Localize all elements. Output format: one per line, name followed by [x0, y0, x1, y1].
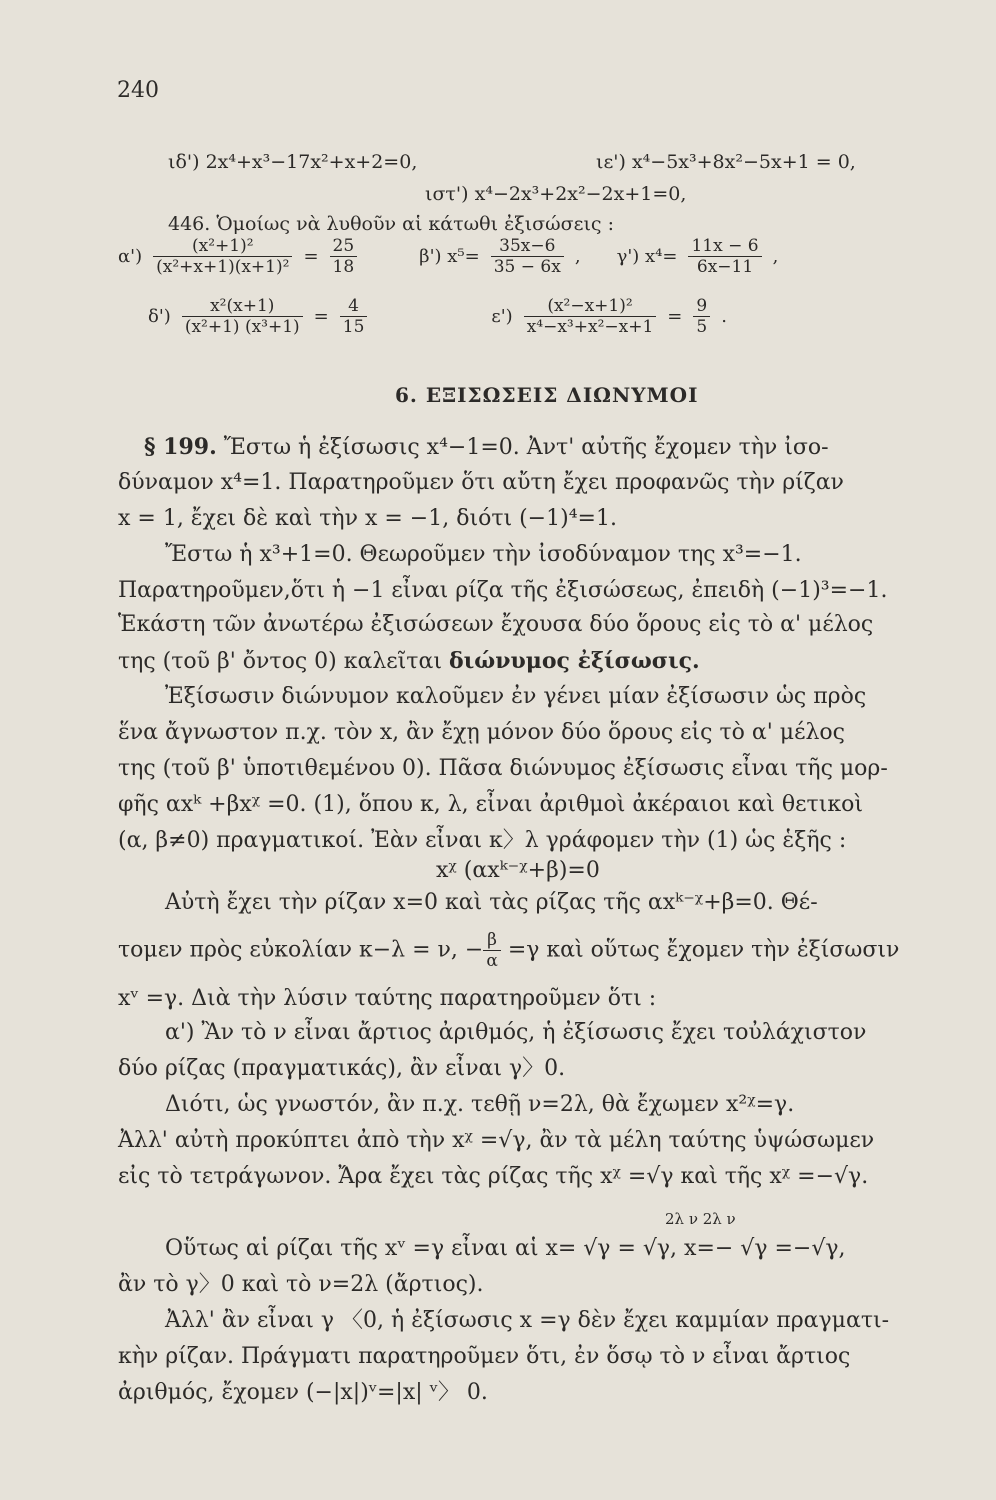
exercise-15: ιε') x⁴−5x³+8x²−5x+1 = 0, [596, 151, 856, 173]
eq-b-numerator: 35x−6 [491, 236, 564, 257]
para-2-line-1: Ἔστω ἡ x³+1=0. Θεωροῦμεν τὴν ἰσοδύναμον της x³=−1. [165, 542, 802, 567]
para-5-line-3: xᵛ =γ. Διὰ τὴν λύσιν ταύτης παρατηροῦμεν ὅτι : [118, 986, 657, 1011]
eq-a-equals: = [303, 245, 319, 267]
eq-d-rhs-den: 15 [342, 317, 365, 337]
eq-a-denominator: (x²+x+1)(x+1)² [156, 257, 290, 277]
eq-e-equals: = [667, 305, 683, 327]
eq-e-rhs [693, 296, 710, 337]
eq-e-period: . [721, 305, 727, 327]
exercise-14: ιδ') 2x⁴+x³−17x²+x+2=0, [168, 151, 418, 173]
term-binomial-equation: διώνυμος ἐξίσωσις. [448, 648, 700, 674]
para-8-line-1: Οὕτως αἱ ρίζαι τῆς xᵛ =γ εἶναι αἱ x= √γ = √γ, x=− √γ =−√γ, [165, 1236, 846, 1261]
beta-numerator: β [483, 930, 500, 951]
section-heading: 6. ΕΞΙΣΩΣΕΙΣ ΔΙΩΝΥΜΟΙ [395, 383, 699, 407]
para-7-line-2: Ἀλλ' αὐτὴ προκύπτει ἀπὸ τὴν xᵡ =√γ, ἂν τὰ μέλη ταύτης ὑψώσωμεν [118, 1128, 875, 1153]
eq-d-fraction [182, 296, 303, 337]
para-7-line-3: εἰς τὸ τετράγωνον. Ἄρα ἔχει τὰς ρίζας τῆς xᵡ =√γ καὶ τῆς xᵡ =−√γ. [118, 1164, 869, 1189]
para-3-text: της (τοῦ β' ὄντος 0) καλεῖται [118, 649, 449, 674]
para-2-line-2: Παρατηροῦμεν,ὅτι ἡ −1 εἶναι ρίζα τῆς ἐξισώσεως, ἐπειδὴ (−1)³=−1. [118, 578, 888, 603]
para-199-line-1 [144, 432, 829, 463]
para-4-line-4: φῆς αxᵏ +βxᵡ =0. (1), ὅπου κ, λ, εἶναι ἀριθμοὶ ἀκέραιοι καὶ θετικοὶ [118, 792, 863, 817]
para-3-line-1: Ἑκάστη τῶν ἀνωτέρω ἐξισώσεων ἔχουσα δύο ὅρους εἰς τὸ α' μέλος [118, 612, 874, 637]
eq-a-numerator: (x²+1)² [153, 236, 292, 257]
exercise-446-intro: 446. Ὁμοίως νὰ λυθοῦν αἱ κάτωθι ἐξισώσεις : [168, 213, 614, 235]
exercise-16: ιστ') x⁴−2x³+2x²−2x+1=0, [425, 183, 687, 205]
para-5-text-a: τομεν πρὸς εὐκολίαν κ−λ = ν, − [118, 937, 484, 963]
para-6-line-1: α') Ἂν τὸ ν εἶναι ἄρτιος ἀριθμός, ἡ ἐξίσωσις ἔχει τοὐλάχιστον [165, 1020, 867, 1045]
page-number: 240 [117, 78, 159, 103]
eq-e-rhs-den: 5 [696, 317, 708, 337]
section-number: § 199. [144, 434, 217, 460]
para-9-line-2: κὴν ρίζαν. Πράγματι παρατηροῦμεν ὅτι, ἐν ὅσῳ τὸ ν εἶναι ἄρτιος [118, 1344, 851, 1369]
para-4-line-2: ἕνα ἄγνωστον π.χ. τὸν x, ἂν ἔχῃ μόνον δύο ὅρους εἰς τὸ α' μέλος [118, 720, 845, 745]
para-4-line-3: της (τοῦ β' ὑποτιθεμένου 0). Πᾶσα διώνυμος ἐξίσωσις εἶναι τῆς μορ- [118, 756, 888, 781]
para-9-line-3: ἀριθμός, ἔχομεν (−|x|)ᵛ=|x| ᵛ〉 0. [118, 1380, 488, 1405]
eq-g-label: γ') x⁴= [616, 245, 678, 267]
eq-e-denominator: x⁴−x³+x²−x+1 [526, 317, 654, 337]
eq-a-fraction [153, 236, 292, 277]
root-indices: 2λ ν 2λ ν [665, 1210, 736, 1228]
equation-row-2 [148, 296, 731, 337]
eq-d-denominator: (x²+1) (x³+1) [184, 317, 300, 337]
eq-g-numerator: 11x − 6 [688, 236, 761, 257]
para-5-line-1: Αὐτὴ ἔχει τὴν ρίζαν x=0 καὶ τὰς ρίζας τῆς αxᵏ⁻ᵡ+β=0. Θέ- [165, 890, 818, 915]
para-6-line-2: δύο ρίζας (πραγματικάς), ἂν εἶναι γ〉0. [118, 1056, 566, 1081]
para-4-line-1: Ἐξίσωσιν διώνυμον καλοῦμεν ἐν γένει μίαν ἐξίσωσιν ὡς πρὸς [165, 684, 867, 709]
para-8-line-2: ἂν τὸ γ〉0 καὶ τὸ ν=2λ (ἄρτιος). [118, 1272, 484, 1297]
eq-d-numerator: x²(x+1) [182, 296, 303, 317]
eq-a-rhs-den: 18 [332, 257, 355, 277]
eq-a-label: α') [118, 245, 143, 267]
eq-e-rhs-num: 9 [693, 296, 710, 317]
para-4-formula: xᵡ (αxᵏ⁻ᵡ+β)=0 [436, 858, 600, 883]
para-199-text-1: Ἔστω ἡ ἐξίσωσις x⁴−1=0. Ἀντ' αὐτῆς ἔχομεν τὴν ἰσο- [216, 435, 829, 460]
para-5-line-2 [118, 930, 899, 971]
para-7-line-1: Διότι, ὡς γνωστόν, ἂν π.χ. τεθῇ ν=2λ, θὰ ἔχωμεν x²ᵡ=γ. [165, 1092, 795, 1117]
eq-e-numerator: (x²−x+1)² [524, 296, 657, 317]
eq-a-rhs-num: 25 [330, 236, 358, 257]
eq-a-rhs [330, 236, 358, 277]
eq-b-denominator: 35 − 6x [493, 257, 561, 277]
para-199-line-2: δύναμον x⁴=1. Παρατηροῦμεν ὅτι αὔτη ἔχει προφανῶς τὴν ρίζαν [118, 470, 844, 495]
eq-b-label: β') x⁵= [419, 245, 480, 267]
eq-d-equals: = [313, 305, 329, 327]
eq-b-comma: , [574, 245, 581, 267]
para-199-line-3: x = 1, ἔχει δὲ καὶ τὴν x = −1, διότι (−1)⁴=1. [118, 506, 617, 531]
para-3-line-2 [118, 646, 700, 677]
eq-g-comma: , [772, 245, 779, 267]
eq-d-rhs-num: 4 [340, 296, 368, 317]
eq-b-fraction [491, 236, 564, 277]
eq-g-fraction [688, 236, 761, 277]
equation-row-1 [118, 236, 782, 277]
para-9-line-1: Ἀλλ' ἂν εἶναι γ 〈0, ἡ ἐξίσωσις x =γ δὲν ἔχει καμμίαν πραγματι- [165, 1308, 890, 1333]
eq-d-label: δ') [148, 305, 171, 327]
eq-e-fraction [524, 296, 657, 337]
beta-over-alpha [483, 930, 500, 971]
para-5-text-b: =γ καὶ οὕτως ἔχομεν τὴν ἐξίσωσιν [500, 937, 900, 963]
eq-e-label: ε') [491, 305, 513, 327]
alpha-denominator: α [486, 951, 498, 971]
eq-d-rhs [340, 296, 368, 337]
eq-g-denominator: 6x−11 [696, 257, 754, 277]
para-4-line-5: (α, β≠0) πραγματικοί. Ἐὰν εἶναι κ〉λ γράφομεν τὴν (1) ὡς ἑξῆς : [118, 828, 847, 853]
